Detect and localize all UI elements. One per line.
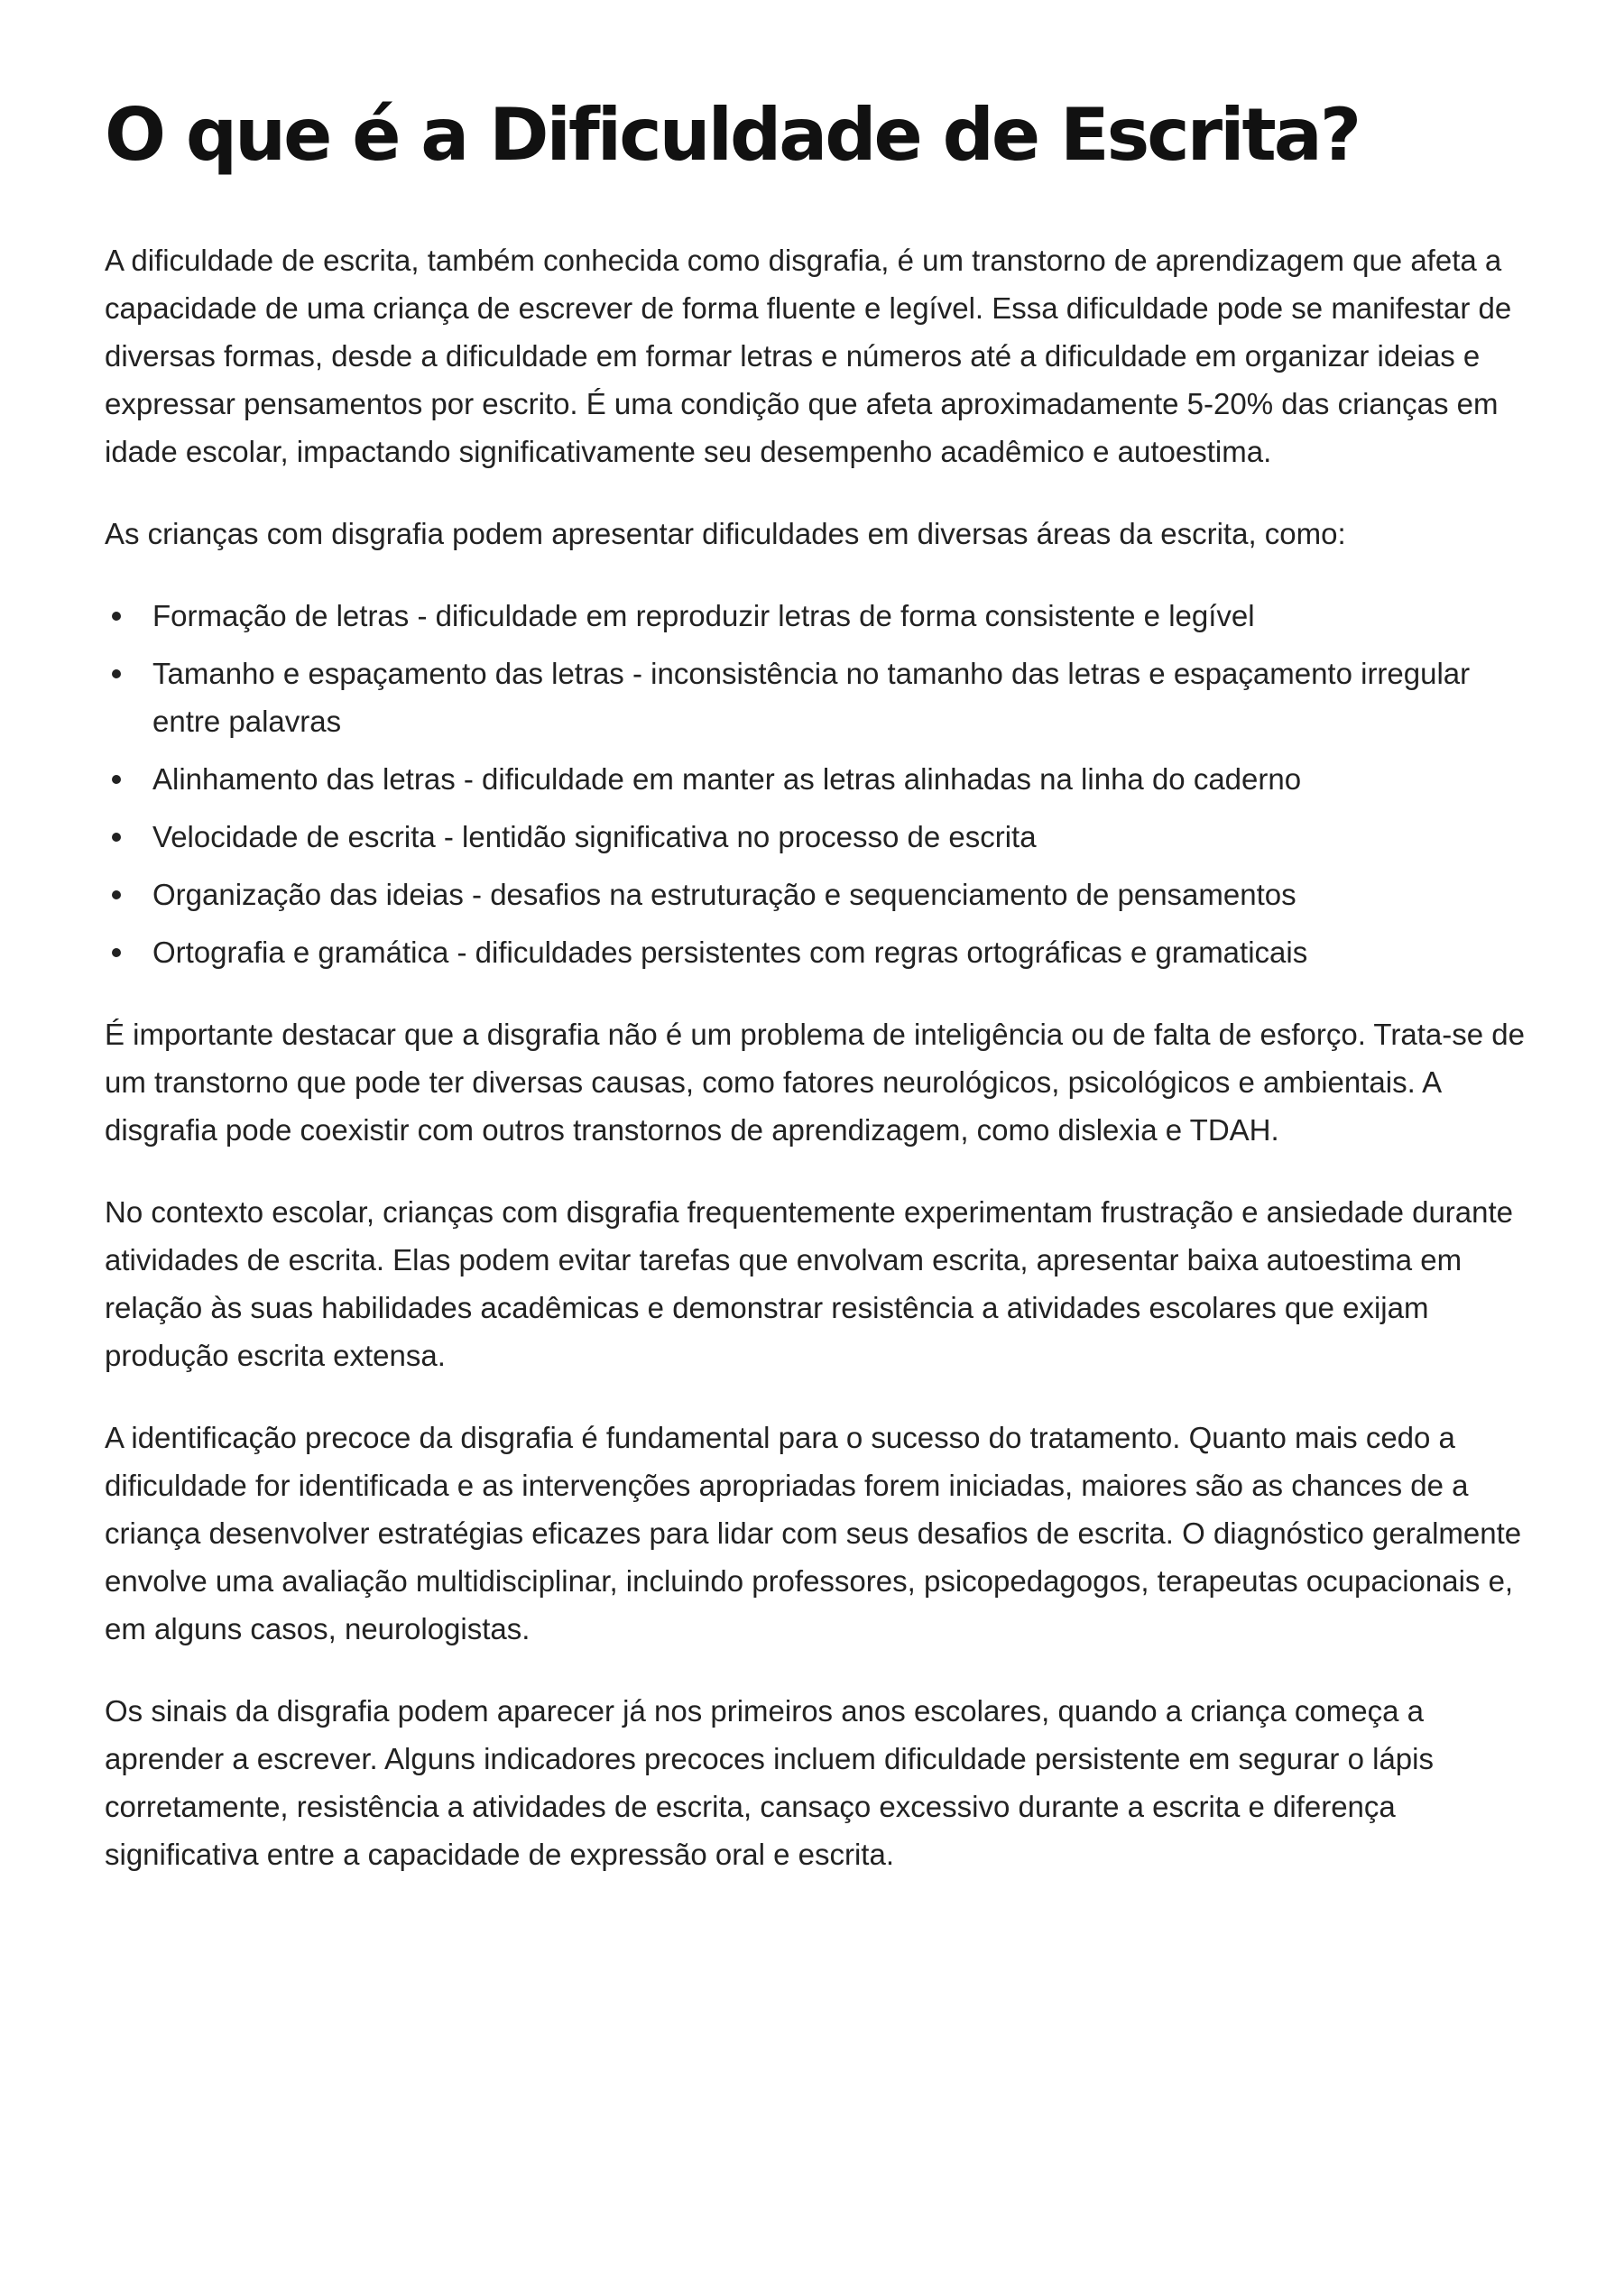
bullet-icon (112, 669, 121, 678)
body-paragraph-early-signs: Os sinais da disgrafia podem aparecer já nos primeiros anos escolares, quando a criança começa a aprender a escrever. Alguns indicadores precoces incluem dificuldade persistente em segurar o lápis corretamente, resistência a atividades de escrita, cansaço excessivo durante a escrita e diferença significativa entre a capacidade de expressão oral e escrita. (105, 1694, 1434, 1871)
list-item-text: Velocidade de escrita - lentidão significativa no processo de escrita (152, 820, 1037, 853)
bullet-icon (112, 612, 121, 621)
intro-paragraph: A dificuldade de escrita, também conhecida como disgrafia, é um transtorno de aprendizagem que afeta a capacidade de uma criança de escrever de forma fluente e legível. Essa dificuldade pode se manifestar de diversas formas, desde a dificuldade em formar letras e números até a dificuldade em organizar ideias e expressar pensamentos por escrito. É uma condição que afeta aproximadamente 5-20% das crianças em idade escolar, impactando significativamente seu desempenho acadêmico e autoestima. (105, 244, 1512, 468)
list-item-text: Organização das ideias - desafios na estruturação e sequenciamento de pensamentos (152, 878, 1296, 911)
list-item (105, 755, 1530, 803)
bullet-icon (112, 775, 121, 784)
page-title: O que é a Dificuldade de Escrita? (105, 93, 1360, 177)
list-item (105, 592, 1530, 640)
list-intro-paragraph: As crianças com disgrafia podem apresentar dificuldades em diversas áreas da escrita, como: (105, 517, 1346, 550)
difficulty-list (105, 592, 1530, 976)
list-item-text: Ortografia e gramática - dificuldades persistentes com regras ortográficas e gramaticais (152, 936, 1308, 969)
body-paragraph-importance: É importante destacar que a disgrafia não é um problema de inteligência ou de falta de esforço. Trata-se de um transtorno que pode ter diversas causas, como fatores neurológicos, psicológicos e ambientais. A disgrafia pode coexistir com outros transtornos de aprendizagem, como dislexia e TDAH. (105, 1018, 1525, 1147)
bullet-icon (112, 833, 121, 842)
bullet-icon (112, 948, 121, 957)
list-item-text: Alinhamento das letras - dificuldade em manter as letras alinhadas na linha do caderno (152, 762, 1302, 796)
list-item-text: Tamanho e espaçamento das letras - inconsistência no tamanho das letras e espaçamento irregular entre palavras (152, 657, 1471, 738)
list-item (105, 871, 1530, 918)
bullet-icon (112, 890, 121, 899)
list-item (105, 928, 1530, 976)
body-paragraph-early-identification: A identificação precoce da disgrafia é fundamental para o sucesso do tratamento. Quanto mais cedo a dificuldade for identificada e as intervenções apropriadas forem iniciadas, maiores são as chances de a criança desenvolver estratégias eficazes para lidar com seus desafios de escrita. O diagnóstico geralmente envolve uma avaliação multidisciplinar, incluindo professores, psicopedagogos, terapeutas ocupacionais e, em alguns casos, neurologistas. (105, 1421, 1522, 1645)
body-paragraph-school-context: No contexto escolar, crianças com disgrafia frequentemente experimentam frustração e ansiedade durante atividades de escrita. Elas podem evitar tarefas que envolvam escrita, apresentar baixa autoestima em relação às suas habilidades acadêmicas e demonstrar resistência a atividades escolares que exijam produção escrita extensa. (105, 1195, 1514, 1372)
list-item (105, 813, 1530, 861)
list-item-text: Formação de letras - dificuldade em reproduzir letras de forma consistente e legível (152, 599, 1255, 632)
document-body (105, 236, 1530, 1912)
list-item (105, 650, 1530, 745)
